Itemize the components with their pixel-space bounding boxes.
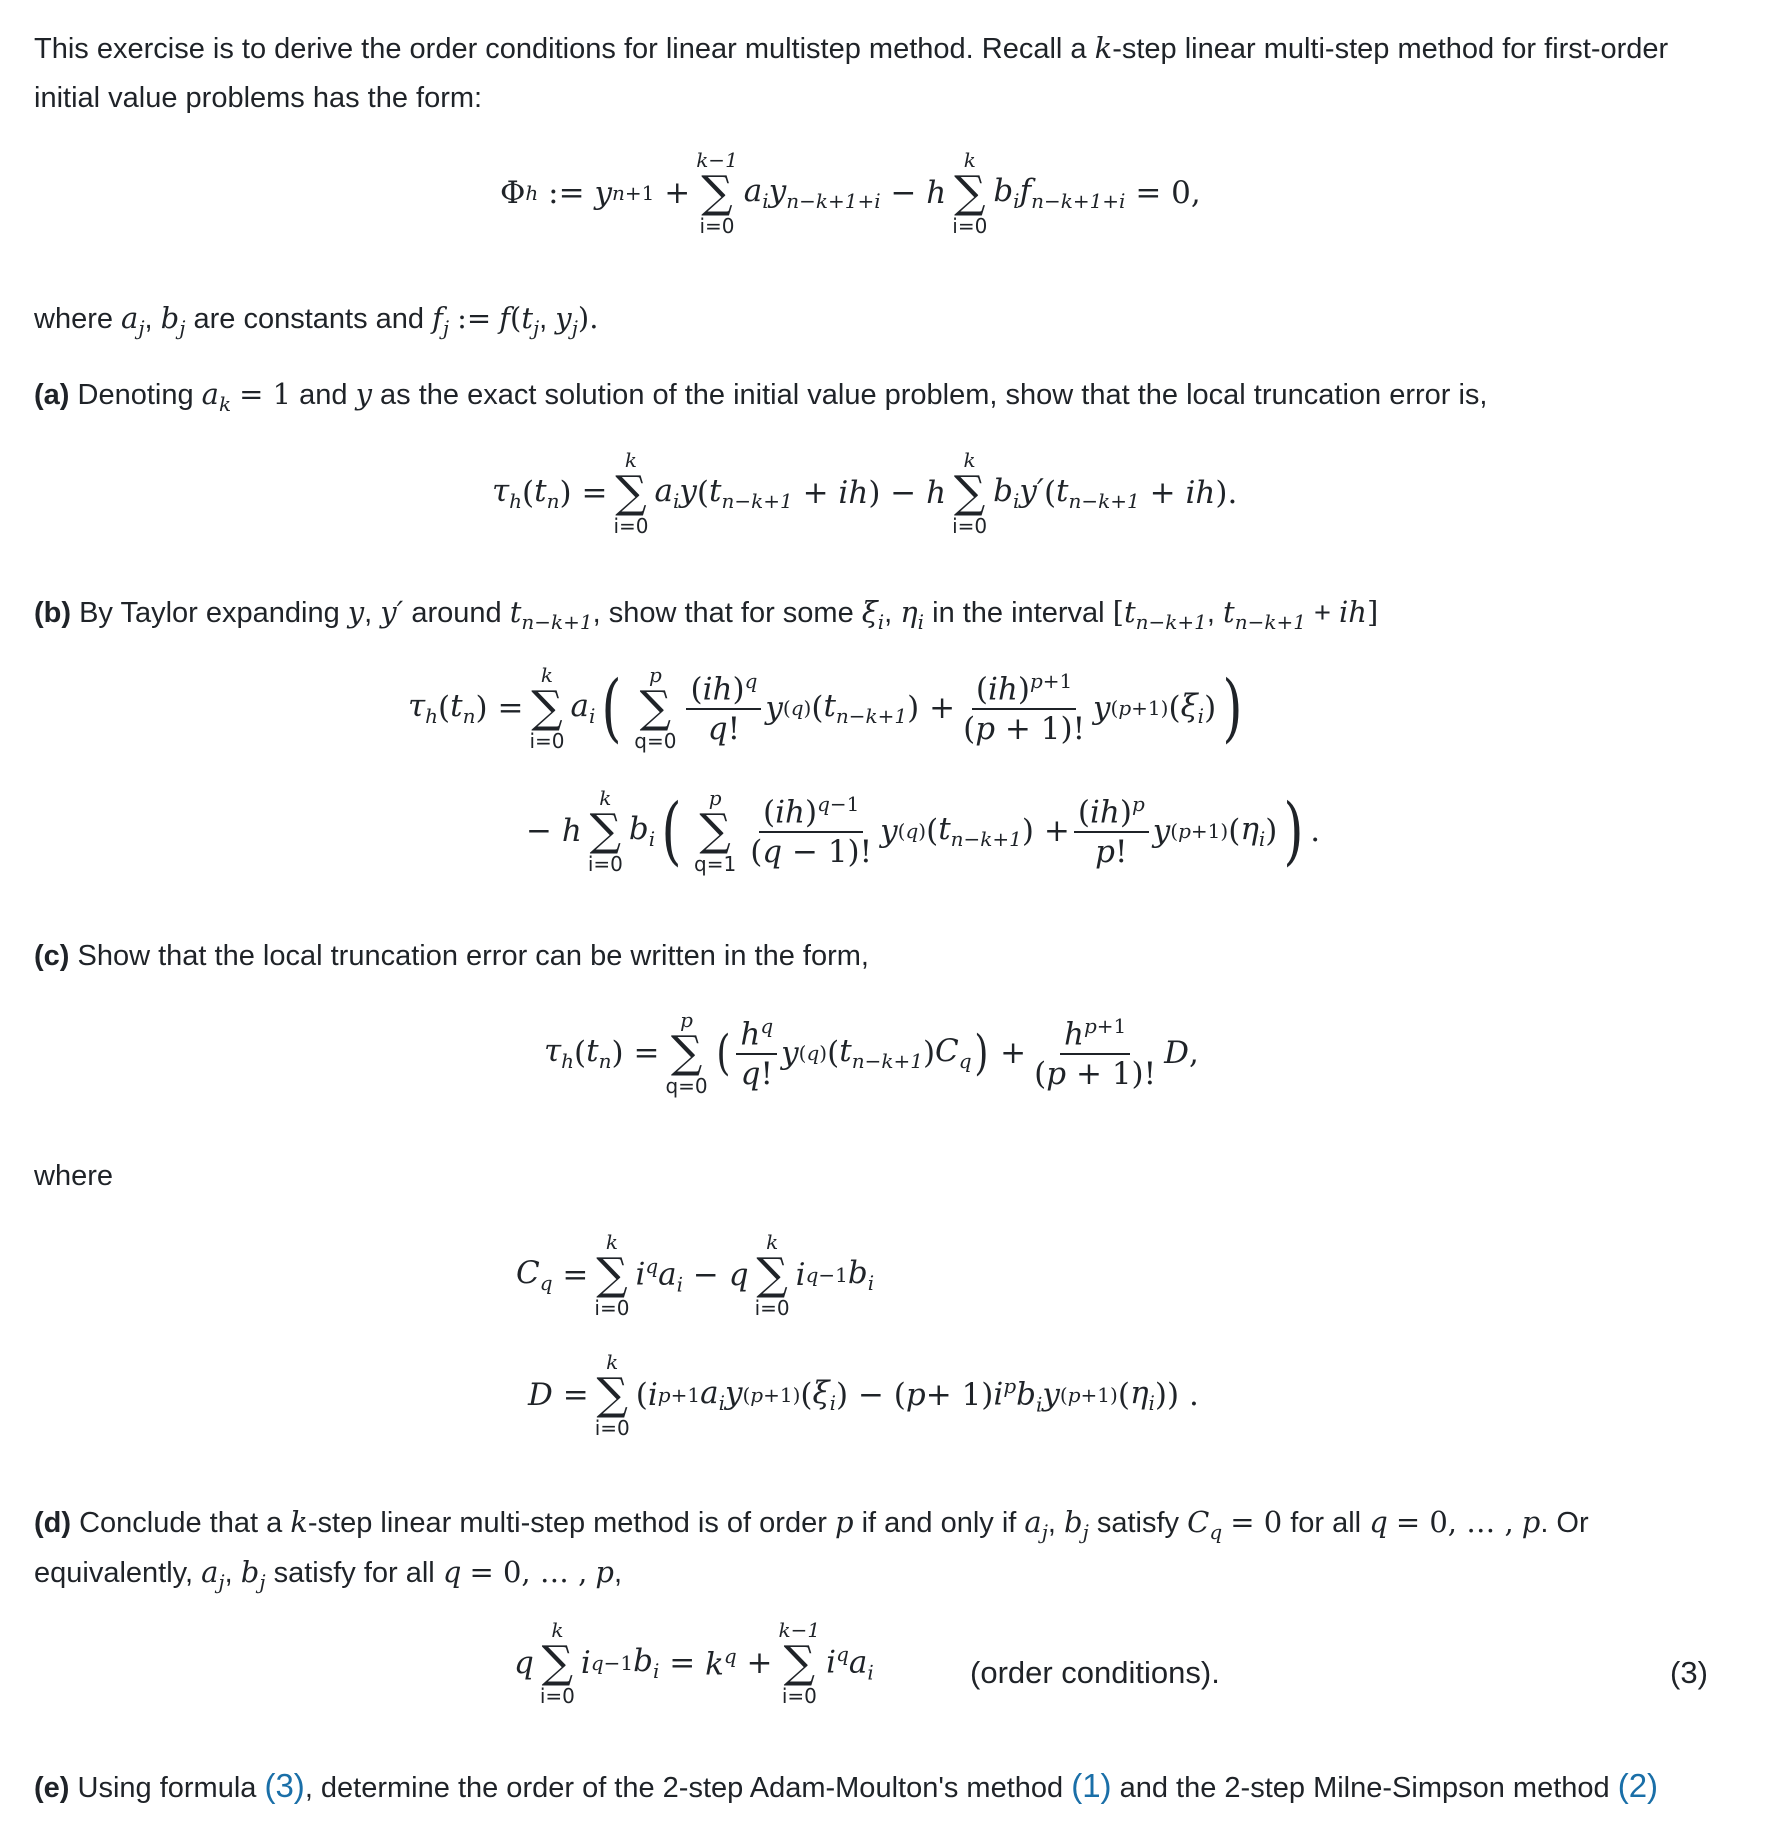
equation-number-3: (3) (1670, 1655, 1708, 1690)
part-e-text: (e) Using formula (3), determine the order of the 2-step Adam-Moulton's method (1) and the 2-step Milne-Simpson method (2) (34, 1767, 1659, 1804)
part-d-line-2: equivalently, $a_j$, $b_j$ satisfy for all q = 0, … , p, (34, 1555, 622, 1594)
where-constants: where $a_j$, $b_j$ are constants and $f_j$ := $f(t_j$, $y_j$). (34, 301, 599, 340)
part-c-text: (c) Show that the local truncation error can be written in the form, (34, 940, 869, 972)
order-conditions-label: (order conditions). (970, 1655, 1220, 1690)
equation-taylor-line-1: $\tau_h$ ( $t_n$ ) = k ∑ i=0 $a_i$ ( p ∑ q=0 $\frac{(ih)^q}{q!}$ y (q) ( $t_{n-k+1}$ ) + $\frac{(ih)^{p+1}}{(p + 1)!}$ y (p+1) ( $\xi_i$ ) ) (408, 663, 1243, 753)
ref-2-link[interactable]: (2) (1617, 1767, 1659, 1804)
part-d-line-1: (d) Conclude that a k-step linear multi-step method is of order p if and only if $a_j$, $b_j$ satisfy $C_q = 0$ for all q = 0, … , p. Or (34, 1505, 1589, 1544)
equation-d: D = k ∑ i=0 ( i p+1 $a_iy$ (p+1) ( $\xi_i$ ) − ( p + 1) $i^pb_iy$ (p+1) ( $\eta_i$ )) . (528, 1350, 1199, 1440)
equation-tau-c: $\tau_h$ ( $t_n$ ) = p ∑ q=0 ( $\frac{h^q}{q!}$ y (q) ( $t_{n-k+1}$ ) $C_q$ ) + $\frac{h^{p+1}}{(p + 1)!}$ D , (544, 1008, 1199, 1098)
intro-line-2: initial value problems has the form: (34, 82, 483, 114)
equation-order-conditions: q k ∑ i=0 i q−1 $b_i$ = $k^q$ + k−1 ∑ i=0 $i^qa_i$ (514, 1618, 874, 1708)
intro-line-1: This exercise is to derive the order conditions for linear multistep method. Recall a k-step linear multi-step method for first-order (34, 31, 1669, 65)
ref-3-link[interactable]: (3) (264, 1767, 305, 1804)
equation-cq: $C_q$ = k ∑ i=0 $i^qa_i$ − q k ∑ i=0 i q−1 $b_i$ (516, 1230, 875, 1320)
equation-taylor-line-2: − h k ∑ i=0 $b_i$ ( p ∑ q=1 $\frac{(ih)^{q-1}}{(q - 1)!}$ y (q) ( $t_{n-k+1}$ ) + $\frac{(ih)^p}{p!}$ y (p+1) ( $\eta_i$ ) ) . (526, 786, 1321, 876)
where-text: where (34, 1160, 113, 1192)
ref-1-link[interactable]: (1) (1071, 1767, 1112, 1804)
equation-tau-a: $\tau_h$ ( $t_n$ ) = k ∑ i=0 $a_iy$ ( $t_{n-k+1}$ + ih ) − h k ∑ i=0 $b_iy'$ ( $t_{n-k+1}$ + ih ). (492, 448, 1238, 538)
equation-phi: Φ h := y n +1 + k−1 ∑ i=0 $a_iy_{n-k+1+i}$ − h k ∑ i=0 $b_if_{n-k+1+i}$ = 0, (500, 148, 1201, 238)
part-a-text: (a) Denoting $a_k = 1$ and y as the exact solution of the initial value problem, show that the local truncation error is, (34, 377, 1488, 416)
part-b-text: (b) By Taylor expanding y, y′ around $t_{n-k+1}$, show that for some $\xi_i$, $\eta_i$ in the interval [$t_{n-k+1}$, $t_{n-k+1} + ih$] (34, 595, 1379, 634)
